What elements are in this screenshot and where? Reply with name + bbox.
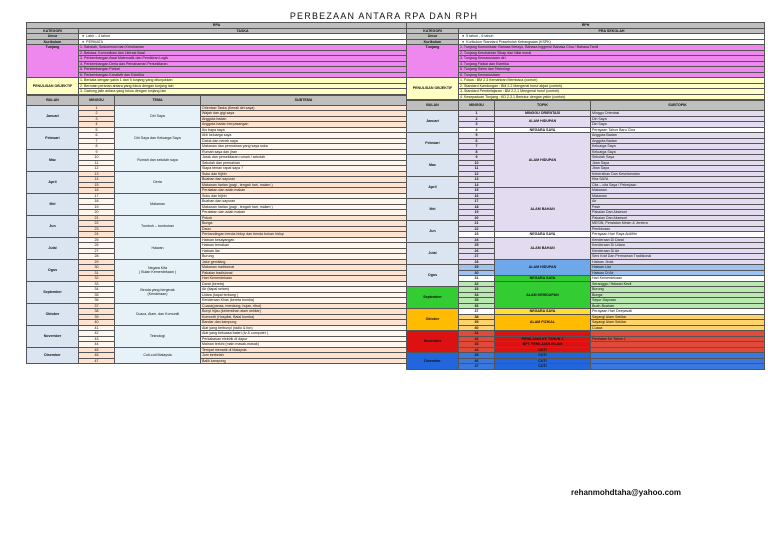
rph-subtopik-cell: Kenderaan Di Udara — [591, 243, 765, 249]
rpa-subtema-cell: Haiwan kesayangan — [201, 237, 407, 243]
rpa-month-cell: Ogos — [27, 259, 79, 281]
rph-week-number: 43 — [459, 342, 495, 348]
rpa-week-number: 3 — [79, 116, 115, 122]
contact-email: rehanmohdtaha@yahoo.com — [571, 488, 682, 497]
rph-subtopik-cell: Pasir — [591, 204, 765, 210]
rpa-subtema-cell: Anggota badan berpasangan — [201, 122, 407, 128]
rph-topic-cell: BPT PENILAIAN ISLAM — [495, 342, 591, 348]
rpa-tunjang-item: 5. Perkembangan Fizikal — [79, 67, 407, 73]
rpa-col-bulan: BULAN — [27, 95, 79, 105]
rpa-week-number: 20 — [79, 210, 115, 216]
rph-month-cell: Ogos — [407, 265, 459, 287]
rpa-subtema-cell: Hari Kemerdekaan — [201, 276, 407, 282]
rph-subtopik-cell: Perayaan Tahun Baru Cina — [591, 127, 765, 133]
rph-week-number: 10 — [459, 160, 495, 166]
rpa-week-number: 29 — [79, 259, 115, 265]
rph-topic-cell: CUTI — [495, 364, 591, 370]
rph-week-number: 45 — [459, 353, 495, 359]
rpa-week-number: 16 — [79, 188, 115, 194]
rph-subtopik-cell: Makanan — [591, 193, 765, 199]
rph-topic-cell: CUTI — [495, 358, 591, 364]
rph-month-cell: September — [407, 287, 459, 309]
rph-week-rows — [407, 111, 765, 370]
rph-subtopik-cell: MESIN, Peralatan Mesin & Jentera — [591, 221, 765, 227]
rph-week-number: 33 — [459, 287, 495, 293]
rph-objektif-label: PENULISAN OBJEKTIF — [407, 78, 459, 100]
rpa-subtema-cell: Bunyi hijau (kebersihan alam sekitar) — [201, 309, 407, 315]
rpa-week-number: 24 — [79, 232, 115, 238]
rph-tunjang-item: 5. Tunjang Sains dan Teknologi — [459, 67, 765, 73]
rph-subtopik-cell: Pakaian Dan Aksesori — [591, 215, 765, 221]
rpa-subtema-cell: Udara (kapal terbang ) — [201, 292, 407, 298]
rph-title: RPH — [407, 23, 765, 29]
rph-month-cell: November — [407, 331, 459, 353]
rpa-week-rows — [27, 105, 407, 364]
rph-week-number: 41 — [459, 331, 495, 337]
rpa-tunjang-item: 1. Sahsiah, Sosioemosi dan Kerohanian — [79, 45, 407, 51]
rph-week-number: 9 — [459, 155, 495, 161]
rph-month-cell: April — [407, 177, 459, 199]
rpa-week-number: 39 — [79, 314, 115, 320]
rph-month-cell: Julai — [407, 243, 459, 265]
rpa-subtema-cell: Datuk dan nenek saya — [201, 138, 407, 144]
rph-subtopik-cell: Cuaca — [591, 325, 765, 331]
rph-week-number: 23 — [459, 232, 495, 238]
rph-subtopik-cell: Haiwan Liar — [591, 265, 765, 271]
rph-subtopik-cell: Cita – cita Saya / Pekerjaan — [591, 182, 765, 188]
rph-subtopik-cell: Minggu Orientasi — [591, 111, 765, 117]
rpa-week-number: 45 — [79, 347, 115, 353]
rph-subtopik-cell: Diri Saya — [591, 116, 765, 122]
rph-col-minggu: MINGGU — [459, 101, 495, 111]
rpa-theme-cell: Negara Kita ( Bulan Kemerdekaan ) — [115, 259, 201, 281]
rpa-subtema-cell: Suku dan bijirin — [201, 193, 407, 199]
rph-kurikulum-value: ● Kurikulum Standard Prasekolah Kebangsaan (KSPK) — [459, 39, 765, 45]
rph-subtopik-cell: Diri Saya — [591, 122, 765, 128]
rpa-week-number: 21 — [79, 215, 115, 221]
rpa-week-number: 27 — [79, 248, 115, 254]
rpa-kurikulum-value: ● PERMATA — [79, 39, 407, 45]
rpa-subtema-cell: Ibu bapa saya — [201, 127, 407, 133]
rpa-month-cell: November — [27, 325, 79, 347]
rpa-theme-cell: Diri Saya — [115, 105, 201, 127]
rph-week-number: 14 — [459, 182, 495, 188]
rph-week-number: 13 — [459, 177, 495, 183]
rpa-subtema-cell: Sekolah dan permainan — [201, 160, 407, 166]
rph-week-number: 22 — [459, 226, 495, 232]
rpa-taska-label: TASKA — [79, 28, 407, 34]
rpa-umur-label: Umur — [27, 34, 79, 40]
rpa-col-subtema: SUBTEMA — [201, 95, 407, 105]
rpa-subtema-cell: Buahan dan sayuran — [201, 199, 407, 205]
rpa-subtema-cell: Wajah dan gigi saya — [201, 111, 407, 117]
rpa-week-number: 7 — [79, 138, 115, 144]
rpa-week-number: 2 — [79, 111, 115, 117]
table-row — [27, 358, 407, 364]
rpa-week-number: 44 — [79, 342, 115, 348]
rph-subtopik-cell: Sayangi Alam Sekitar — [591, 314, 765, 320]
rpa-objektif-item: 2. Bermain peranan antara yang fokus dengan tunjang lain — [79, 83, 407, 89]
rpa-month-cell: Oktober — [27, 303, 79, 325]
rpa-subtema-cell: Alat yang berbunyi (radio & fon) — [201, 325, 407, 331]
rph-weeks-table — [406, 100, 765, 370]
rpa-week-number: 28 — [79, 254, 115, 260]
rph-week-number: 5 — [459, 133, 495, 139]
rpa-subtema-cell: Kenderaan Khas (kereta bomba) — [201, 298, 407, 304]
rph-week-number: 39 — [459, 320, 495, 326]
rpa-objektif-label: PENULISAN OBJEKTIF — [27, 78, 79, 95]
rph-week-number: 30 — [459, 270, 495, 276]
rpa-umur-value: ● Lahir – 4 tahun — [79, 34, 407, 40]
rpa-theme-cell: Benda yang bergerak (Kenderaan) — [115, 281, 201, 303]
rph-col-topik: TOPIK — [495, 101, 591, 111]
rpa-week-number: 13 — [79, 171, 115, 177]
rpa-tunjang-label: Tunjang — [27, 45, 79, 78]
rph-week-number: 1 — [459, 111, 495, 117]
rph-month-cell: Disember — [407, 353, 459, 370]
rph-subtopik-cell: Penilaian Ke Tahun 1 — [591, 336, 765, 342]
rpa-week-number: 23 — [79, 226, 115, 232]
rph-week-number: 42 — [459, 336, 495, 342]
rph-week-number: 15 — [459, 188, 495, 194]
rph-topic-cell: ALAM HIDUPAN — [495, 133, 591, 188]
rph-subtopik-cell: Sayangi Alam Sekitar — [591, 320, 765, 326]
rph-week-number: 31 — [459, 276, 495, 282]
rph-subtopik-cell: Haiwan Di Air — [591, 270, 765, 276]
rpa-subtema-cell: Perbandingan benda hidup dan benda bukan hidup — [201, 232, 407, 238]
rpa-month-cell: Mac — [27, 149, 79, 171]
rpa-week-number: 26 — [79, 243, 115, 249]
rph-week-number: 24 — [459, 237, 495, 243]
rpa-month-cell: Jun — [27, 215, 79, 237]
rpa-subtema-cell: Jarak dan persekitaran rumah / sekolah — [201, 155, 407, 161]
rph-topic-cell: CUTI — [495, 347, 591, 353]
rpa-theme-cell: Cuti-cuti Malaysia — [115, 347, 201, 364]
rpa-week-number: 12 — [79, 166, 115, 172]
rpa-theme-cell: Rumah dan sekolah saya — [115, 149, 201, 171]
rpa-week-number: 43 — [79, 336, 115, 342]
rpa-week-number: 35 — [79, 292, 115, 298]
rpa-week-number: 22 — [79, 221, 115, 227]
rpa-subtema-cell: Air (kapal selam) — [201, 287, 407, 293]
rph-week-number: 28 — [459, 259, 495, 265]
rpa-month-cell: Mei — [27, 193, 79, 215]
rph-subtopik-cell: Bunga — [591, 292, 765, 298]
rpa-subtema-cell: Jalur gemilang — [201, 259, 407, 265]
rpa-week-number: 31 — [79, 270, 115, 276]
rpa-subtema-cell: Bandar dan kampung — [201, 320, 407, 326]
rpa-week-number: 8 — [79, 144, 115, 150]
rpa-week-number: 46 — [79, 353, 115, 359]
rph-subtopik-cell: Hari Kemerdekaan — [591, 276, 765, 282]
rph-subtopik-cell: Kita SAYA — [591, 177, 765, 183]
rpa-objektif-item: 1. Berkata dengan yakin 1 dari 5 tunjang yang ditunjukkan — [79, 78, 407, 84]
rph-subtopik-cell: Haiwan Jinak — [591, 259, 765, 265]
rpa-month-cell: September — [27, 281, 79, 303]
rpa-subtema-cell: Haiwan liar — [201, 248, 407, 254]
rph-topic-cell: NEGARA SAYA — [495, 232, 591, 238]
rpa-subtema-cell: Bunga — [201, 221, 407, 227]
rph-week-number: 20 — [459, 215, 495, 221]
rph-week-number: 46 — [459, 358, 495, 364]
rpa-kurikulum-label: Kurikulum — [27, 39, 79, 45]
rpa-col-minggu: MINGGU — [79, 95, 115, 105]
rph-header-table — [406, 22, 765, 100]
rpa-subtema-cell: Siapa teman rapat saya ? — [201, 166, 407, 172]
rph-subtopik-cell: Perayaan Hari Deepavali — [591, 309, 765, 315]
rph-subtopik-cell: Sayur-Sayuran — [591, 298, 765, 304]
rpa-subtema-cell: Balik kampung — [201, 358, 407, 364]
rpa-week-number: 19 — [79, 204, 115, 210]
rph-subtopik-cell: Air — [591, 199, 765, 205]
rpa-subtema-cell: Suku dan bijirin — [201, 171, 407, 177]
rpa-subtema-cell: Cuaca(panas, mendung, hujan, ribut) — [201, 303, 407, 309]
rpa-week-number: 6 — [79, 133, 115, 139]
rph-subtopik-cell: Pakaian Dan Aksesori — [591, 210, 765, 216]
rph-tunjang-item: 6. Tunjang Kemanusiaan — [459, 72, 765, 78]
rpa-subtema-cell: Buahan dan sayuran — [201, 177, 407, 183]
rph-kategori-label: KATEGORI — [407, 28, 459, 34]
rph-topic-cell: ALAM KEHIDUPAN — [495, 281, 591, 309]
rpa-tunjang-item: 2. Bahasa, Komunikasi dan Literasi Awal — [79, 50, 407, 56]
rpa-week-number: 4 — [79, 122, 115, 128]
rph-tunjang-item: 4. Tunjang Fizikal dan Estetika — [459, 61, 765, 67]
rpa-theme-cell: Teknologi — [115, 325, 201, 347]
rpa-theme-cell: Cuaca, Alam, dan Komuniti — [115, 303, 201, 325]
rpa-week-number: 34 — [79, 287, 115, 293]
rph-week-number: 29 — [459, 265, 495, 271]
rpa-objektif-item: 3. Gabung jalin antara yang fokus dengan tunjang lain — [79, 89, 407, 95]
rph-week-number: 11 — [459, 166, 495, 172]
rpa-week-number: 10 — [79, 155, 115, 161]
rph-subtopik-cell: Makanan — [591, 188, 765, 194]
rph-subtopik-cell: Serangga / Haiwan Kecil — [591, 281, 765, 287]
rpa-subtema-cell: Peralatan dan adab makan — [201, 188, 407, 194]
rph-subtopik-cell: Perayaan Hari Raya Aidilfitri — [591, 232, 765, 238]
rph-kurikulum-label: Kurikulum — [407, 39, 459, 45]
rpa-subtema-cell: Makanan dan permainan yang saya suka — [201, 144, 407, 150]
rph-topic-cell: ALAM BAHAN — [495, 237, 591, 259]
rph-week-number: 18 — [459, 204, 495, 210]
rpa-kategori-label: KATEGORI — [27, 28, 79, 34]
rph-objektif-item: 1. Fokus : BM 2.3 Kemahiran Membaca (contoh) — [459, 78, 765, 84]
rpa-month-cell: Februari — [27, 127, 79, 149]
rpa-week-number: 15 — [79, 182, 115, 188]
rph-month-cell: Januari — [407, 111, 459, 133]
rph-subtopik-cell: Pembinaan — [591, 226, 765, 232]
rph-week-number: 44 — [459, 347, 495, 353]
rpa-week-number: 37 — [79, 303, 115, 309]
rph-week-number: 12 — [459, 171, 495, 177]
rph-panel — [406, 22, 764, 370]
rph-objektif-item: 3. Standard Pembelajaran : BM 2.2.1 Mengenal huruf (contoh) — [459, 89, 765, 95]
rpa-subtema-cell: Makanan harian (pagi , tengah hari, malam ) — [201, 204, 407, 210]
rph-week-number: 4 — [459, 127, 495, 133]
rpa-week-number: 47 — [79, 358, 115, 364]
rph-subtopik-cell: Burung — [591, 287, 765, 293]
rph-topic-cell: MINGGU ORIENTASI — [495, 111, 591, 117]
rpa-subtema-cell: Peralatan dan adab makan — [201, 210, 407, 216]
rph-topic-cell: NEGARA SAYA — [495, 127, 591, 133]
rph-month-cell: Mac — [407, 155, 459, 177]
rph-week-number: 32 — [459, 281, 495, 287]
rpa-subtema-cell: Pokok — [201, 215, 407, 221]
rph-subtopik-cell: Anggota Badan — [591, 133, 765, 139]
rph-tunjang-item: 1. Tunjang Komunikasi: Bahasa Melayu, Bahasa Inggeris/ Bahasa Cina / Bahasa Tamil — [459, 45, 765, 51]
rpa-week-number: 14 — [79, 177, 115, 183]
rpa-subtema-cell: Darat (kereta) — [201, 281, 407, 287]
rpa-week-number: 42 — [79, 331, 115, 337]
rpa-theme-cell: Makanan — [115, 193, 201, 215]
rph-topic-cell: ALAM FIZIKAL — [495, 314, 591, 331]
rpa-week-number: 36 — [79, 298, 115, 304]
rph-week-number: 35 — [459, 298, 495, 304]
rpa-month-cell: Januari — [27, 105, 79, 127]
rph-week-number: 26 — [459, 248, 495, 254]
rpa-month-cell: April — [27, 171, 79, 193]
rph-week-number: 36 — [459, 303, 495, 309]
rpa-week-number: 17 — [79, 193, 115, 199]
rph-subtopik-cell: Jiran Saya — [591, 160, 765, 166]
rph-col-subtopik: SUBTOPIK — [591, 101, 765, 111]
rph-month-cell: Oktober — [407, 309, 459, 331]
rph-umur-value: ● 5 tahun - 6 tahun — [459, 34, 765, 40]
rph-week-number: 17 — [459, 199, 495, 205]
rph-topic-cell: NEGARA SAYA — [495, 276, 591, 282]
rpa-week-number: 33 — [79, 281, 115, 287]
rph-week-number: 27 — [459, 254, 495, 260]
rph-week-number: 47 — [459, 364, 495, 370]
rpa-theme-cell: Diri Saya dan Keluarga Saya — [115, 127, 201, 149]
rpa-col-tema: TEMA — [115, 95, 201, 105]
rph-week-number: 34 — [459, 292, 495, 298]
rpa-tunjang-item: 6. Perkembangan Kreativiti dan Estetika — [79, 72, 407, 78]
rph-subtopik-cell: Buah-Buahan — [591, 303, 765, 309]
rpa-subtema-cell: Rumah saya dan jiran — [201, 149, 407, 155]
rph-subtopik-cell: Kenderaan Di Darat — [591, 237, 765, 243]
rph-week-number: 6 — [459, 138, 495, 144]
rpa-week-number: 25 — [79, 237, 115, 243]
rph-prasekolah-label: PRA SEKOLAH — [459, 28, 765, 34]
rpa-week-number: 18 — [79, 199, 115, 205]
rph-month-cell: Mei — [407, 199, 459, 221]
rpa-subtema-cell: Pakaian tradisional — [201, 270, 407, 276]
rph-week-number: 25 — [459, 243, 495, 249]
rph-subtopik-cell: Jiran Saya — [591, 166, 765, 172]
rph-subtopik-cell: Keluarga Saya — [591, 144, 765, 150]
rph-subtopik-cell: Kebersihan Dan Keselamatan — [591, 171, 765, 177]
rph-topic-cell: CUTI — [495, 353, 591, 359]
rpa-week-number: 11 — [79, 160, 115, 166]
rph-col-bulan: BULAN — [407, 101, 459, 111]
rpa-subtema-cell: Tempat menarik di Malaysia — [201, 347, 407, 353]
rpa-subtema-cell: Perkakasan elektrik di dapur — [201, 336, 407, 342]
document-title: PERBEZAAN ANTARA RPA DAN RPH — [289, 11, 479, 21]
rph-month-cell: Februari — [407, 133, 459, 155]
rpa-subtema-cell: Komuniti (Hospital, Balai bomba) — [201, 314, 407, 320]
rpa-subtema-cell: Orientasi Taska (Kenali diri saya) — [201, 105, 407, 111]
rpa-tunjang-item: 4. Perkembangan Deria dan Pemahaman Persekitaran — [79, 61, 407, 67]
rph-topic-cell: ALAM HIDUPAN — [495, 116, 591, 127]
rpa-week-number: 9 — [79, 149, 115, 155]
rph-topic-cell: PENILAIAN KE TAHUN 1 — [495, 336, 591, 342]
rph-month-cell: Jun — [407, 221, 459, 243]
rpa-subtema-cell: Mainan terkini (main masak-masak) — [201, 342, 407, 348]
rph-week-number: 2 — [459, 116, 495, 122]
rpa-panel — [26, 22, 406, 364]
rpa-title: RPA — [27, 23, 407, 29]
rph-subtopik-cell: Keluarga Saya — [591, 149, 765, 155]
rpa-subtema-cell: Alat yang bekuasa bateri (tv & computer ) — [201, 331, 407, 337]
rph-objektif-item: 4. Kesepaduan Tunjang : KD 2.3.1 Bertutur dengan yakin (contoh) — [459, 94, 765, 100]
rpa-week-number: 40 — [79, 320, 115, 326]
rpa-week-number: 41 — [79, 325, 115, 331]
rph-week-number: 19 — [459, 210, 495, 216]
rph-week-number: 40 — [459, 325, 495, 331]
rph-subtopik-cell: Sekolah Saya — [591, 155, 765, 161]
rpa-week-number: 38 — [79, 309, 115, 315]
rph-week-number: 37 — [459, 309, 495, 315]
rpa-theme-cell: Tumbuh – tumbuhan — [115, 215, 201, 237]
rpa-subtema-cell: Ahli keluarga saya — [201, 133, 407, 139]
rpa-week-number: 32 — [79, 276, 115, 282]
rph-week-number: 38 — [459, 314, 495, 320]
rph-umur-label: Umur — [407, 34, 459, 40]
rph-subtopik-cell: Kenderaan Di Air — [591, 248, 765, 254]
rph-tunjang-item: 2. Tunjang Kerohanian Sikap dan Nilai moral — [459, 50, 765, 56]
rph-objektif-item: 2. Standard Kandungan : BM 2.2 Mengenal huruf abjad (contoh) — [459, 83, 765, 89]
rpa-month-cell: Disember — [27, 347, 79, 364]
rph-topic-cell: NEGARA SAYA — [495, 309, 591, 315]
rpa-weeks-table — [26, 95, 407, 365]
rpa-theme-cell: Haiwan — [115, 237, 201, 259]
rpa-subtema-cell: Makanan tradisional — [201, 265, 407, 271]
rpa-subtema-cell: Daun — [201, 226, 407, 232]
rpa-week-number: 1 — [79, 105, 115, 111]
rph-week-number: 16 — [459, 193, 495, 199]
rpa-week-number: 30 — [79, 265, 115, 271]
rph-topic-cell: ALAM BAHAN — [495, 188, 591, 232]
rpa-subtema-cell: Makanan harian (pagi , tengah hari, malam ) — [201, 182, 407, 188]
rpa-tunjang-item: 3. Perkembangan Awal Matematik dan Pemikiran Logik — [79, 56, 407, 62]
rph-week-number: 21 — [459, 221, 495, 227]
rph-tunjang-item: 3. Tunjang Kemanusiaan diri — [459, 56, 765, 62]
rph-tunjang-label: Tunjang — [407, 45, 459, 78]
rpa-subtema-cell: Burung — [201, 254, 407, 260]
rph-subtopik-cell: Seni Kraf Dan Permainan Tradisional — [591, 254, 765, 260]
rpa-subtema-cell: Anggota badan — [201, 116, 407, 122]
table-row — [407, 364, 765, 370]
rpa-theme-cell: Deria — [115, 171, 201, 193]
rph-subtopik-cell: Anggota Badan — [591, 138, 765, 144]
rpa-header-table — [26, 22, 407, 95]
rpa-week-number: 5 — [79, 127, 115, 133]
rph-topic-cell: ALAM HIDUPAN — [495, 259, 591, 276]
rph-week-number: 7 — [459, 144, 495, 150]
rpa-subtema-cell: Jom berkelah — [201, 353, 407, 359]
rph-week-number: 8 — [459, 149, 495, 155]
rpa-month-cell: Julai — [27, 237, 79, 259]
rph-week-number: 3 — [459, 122, 495, 128]
rpa-subtema-cell: Haiwan ternakan — [201, 243, 407, 249]
rph-subtopik-cell — [591, 364, 765, 370]
